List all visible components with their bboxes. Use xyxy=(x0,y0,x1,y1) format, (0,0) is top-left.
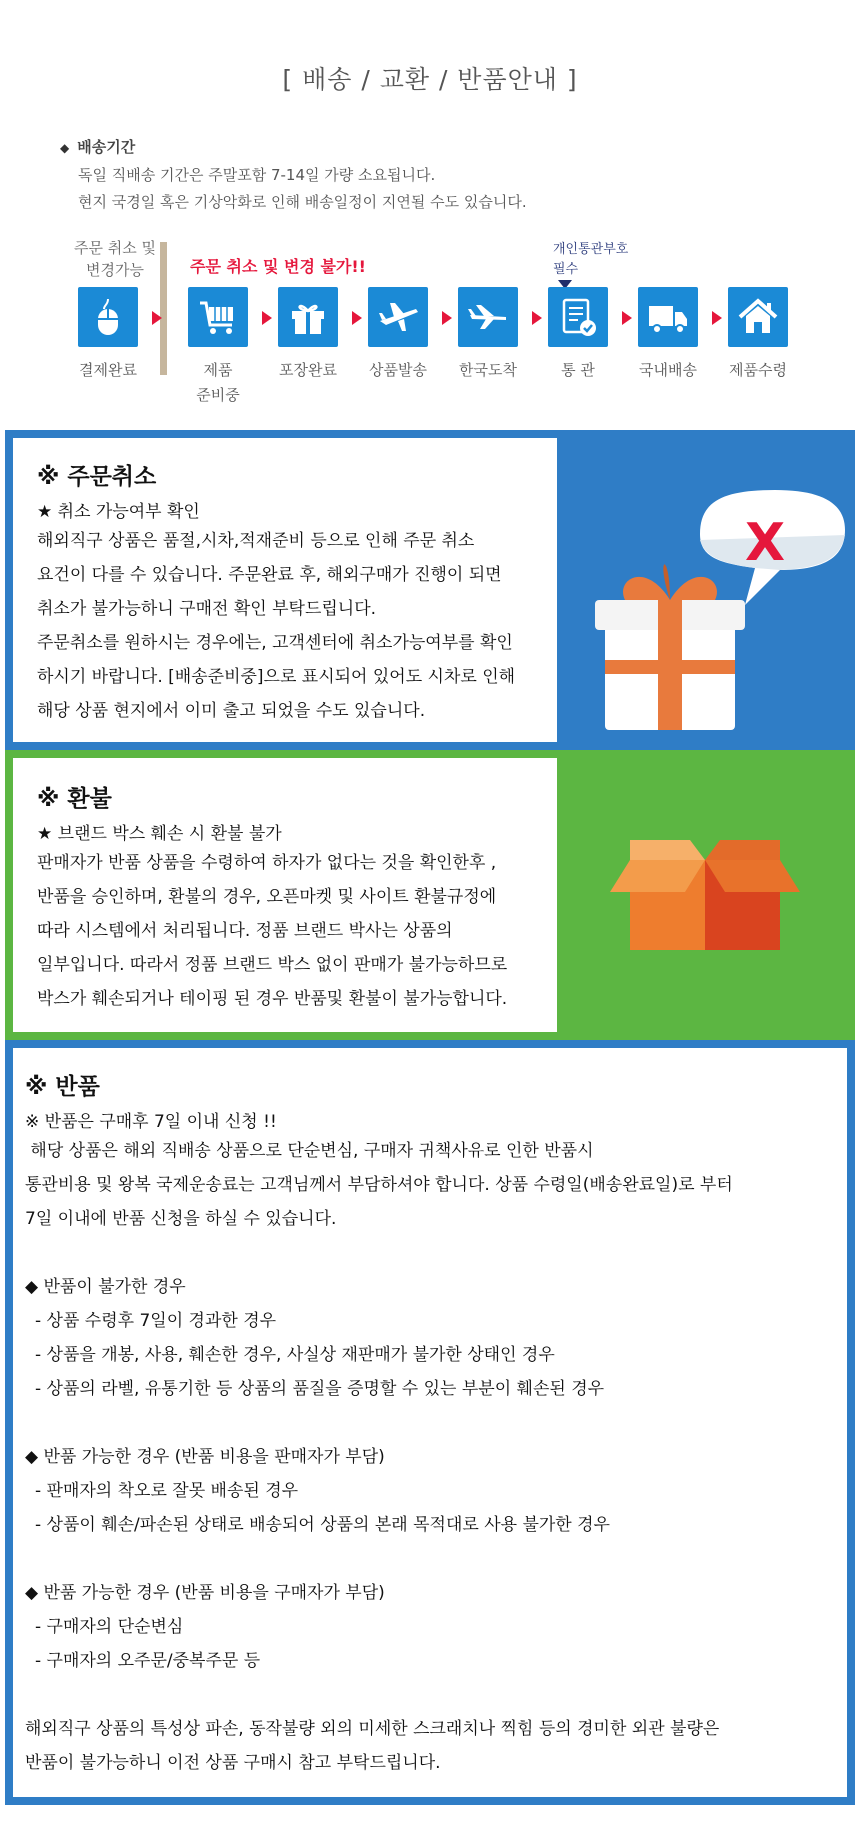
step-label: 상품발송 xyxy=(369,361,427,379)
returns-item: - 판매자의 착오로 잘못 배송된 경우 xyxy=(35,1481,299,1501)
flow-arrow-icon xyxy=(352,311,362,325)
shipping-period xyxy=(60,134,527,216)
cancel-line: 해외직구 상품은 품절,시차,적재준비 등으로 인해 주문 취소 xyxy=(37,531,475,551)
returns-group-title: ◆ 반품 가능한 경우 (반품 비용을 구매자가 부담) xyxy=(25,1583,385,1603)
refund-line: 일부입니다. 따라서 정품 브랜드 박스 없이 판매가 불가능하므로 xyxy=(37,955,508,975)
no-change-notice: 주문 취소 및 변경 불가!! xyxy=(190,257,366,276)
step-label: 결제완료 xyxy=(79,361,137,379)
step-label: 국내배송 xyxy=(639,361,697,379)
refund-line: 박스가 훼손되거나 테이핑 된 경우 반품및 환불이 불가능합니다. xyxy=(37,989,508,1009)
step-label: 통 관 xyxy=(561,361,595,379)
document-check-icon xyxy=(556,295,600,339)
returns-section xyxy=(5,1040,855,1805)
returns-item: - 상품이 훼손/파손된 상태로 배송되어 상품의 본래 목적대로 사용 불가한 경우 xyxy=(35,1515,610,1535)
step-payment xyxy=(78,287,138,347)
cancel-line: 요건이 다를 수 있습니다. 주문완료 후, 해외구매가 진행이 되면 xyxy=(37,565,502,585)
returns-item: - 구매자의 단순변심 xyxy=(35,1617,184,1637)
cancel-divider xyxy=(160,242,167,375)
returns-intro-line: 통관비용 및 왕복 국제운송료는 고객님께서 부담하셔야 합니다. 상품 수령일(배송완료일)로 부터 xyxy=(25,1175,733,1195)
returns-item: - 상품의 라벨, 유통기한 등 상품의 품질을 증명할 수 있는 부분이 훼손된 경우 xyxy=(35,1379,605,1399)
step-domestic-delivery xyxy=(638,287,698,347)
cancel-line: 주문취소를 원하시는 경우에는, 고객센터에 취소가능여부를 확인 xyxy=(37,633,513,653)
cancel-heading: ※ 주문취소 xyxy=(37,464,157,490)
step-received xyxy=(728,287,788,347)
returns-text-panel xyxy=(13,1048,847,1797)
step-preparing xyxy=(188,287,248,347)
airplane-icon xyxy=(376,295,420,339)
flow-arrow-icon xyxy=(152,311,162,325)
shipping-period-line: 현지 국경일 혹은 기상악화로 인해 배송일정이 지연될 수도 있습니다. xyxy=(78,193,527,211)
step-packed xyxy=(278,287,338,347)
flow-arrow-icon xyxy=(712,311,722,325)
step-label: 제품수령 xyxy=(729,361,787,379)
returns-outro-line: 해외직구 상품의 특성상 파손, 동작불량 외의 미세한 스크래치나 찍힘 등의 경미한 외관 불량은 xyxy=(25,1719,720,1739)
returns-group-title: ◆ 반품이 불가한 경우 xyxy=(25,1277,186,1297)
flow-arrow-icon xyxy=(622,311,632,325)
refund-line: 따라 시스템에서 처리됩니다. 정품 브랜드 박사는 상품의 xyxy=(37,921,453,941)
cancel-line: 해당 상품 현지에서 이미 출고 되었을 수도 있습니다. xyxy=(37,701,426,721)
home-icon xyxy=(736,295,780,339)
refund-line: 판매자가 반품 상품을 수령하여 하자가 없다는 것을 확인한후 , xyxy=(37,853,497,873)
returns-intro-line: 7일 이내에 반품 신청을 하실 수 있습니다. xyxy=(25,1209,337,1229)
truck-icon xyxy=(646,295,690,339)
returns-item: - 구매자의 오주문/중복주문 등 xyxy=(35,1651,261,1671)
returns-item: - 상품을 개봉, 사용, 훼손한 경우, 사실상 재판매가 불가한 상태인 경우 xyxy=(35,1345,555,1365)
returns-item: - 상품 수령후 7일이 경과한 경우 xyxy=(35,1311,277,1331)
step-shipped xyxy=(368,287,428,347)
cancel-subheading: ★ 취소 가능여부 확인 xyxy=(37,502,200,522)
cancel-line: 하시기 바랍니다. [배송준비중]으로 표시되어 있어도 시차로 인해 xyxy=(37,667,516,687)
diamond-bullet-icon: ◆ xyxy=(60,141,70,155)
flow-arrow-icon xyxy=(532,311,542,325)
refund-subheading: ★ 브랜드 박스 훼손 시 환불 불가 xyxy=(37,824,282,844)
cancel-possible-note: 주문 취소 및 변경가능 xyxy=(74,239,156,279)
box-illustration-icon xyxy=(610,840,800,960)
refund-heading: ※ 환불 xyxy=(37,786,112,812)
step-arrived-korea xyxy=(458,287,518,347)
step-label: 한국도착 xyxy=(459,361,517,379)
cancel-section xyxy=(5,430,855,750)
shipping-period-line: 독일 직배송 기간은 주말포함 7-14일 가량 소요됩니다. xyxy=(78,166,436,184)
bubble-mark: X xyxy=(744,513,786,573)
returns-intro-line: 해당 상품은 해외 직배송 상품으로 단순변심, 구매자 귀책사유로 인한 반품시 xyxy=(25,1141,594,1161)
cancel-text-panel xyxy=(13,438,557,742)
refund-section xyxy=(5,750,855,1040)
shipping-period-heading: 배송기간 xyxy=(77,138,136,156)
step-customs xyxy=(548,287,608,347)
cart-icon xyxy=(196,295,240,339)
gift-cancel-illustration-icon xyxy=(595,460,845,730)
customs-code-note: 개인통관부호 필수 xyxy=(553,242,629,277)
returns-group-title: ◆ 반품 가능한 경우 (반품 비용을 판매자가 부담) xyxy=(25,1447,385,1467)
flow-arrow-icon xyxy=(262,311,272,325)
flow-arrow-icon xyxy=(442,311,452,325)
airplane-landing-icon xyxy=(466,295,510,339)
page-title: [ 배송 / 교환 / 반품안내 ] xyxy=(282,65,578,94)
mouse-icon xyxy=(86,295,130,339)
returns-heading: ※ 반품 xyxy=(25,1074,100,1100)
gift-icon xyxy=(286,295,330,339)
returns-outro-line: 반품이 불가능하니 이전 상품 구매시 참고 부탁드립니다. xyxy=(25,1753,441,1773)
returns-subheading: ※ 반품은 구매후 7일 이내 신청 !! xyxy=(25,1112,277,1132)
refund-text-panel xyxy=(13,758,557,1032)
cancel-line: 취소가 불가능하니 구매전 확인 부탁드립니다. xyxy=(37,599,377,619)
step-label: 제품 준비중 xyxy=(196,361,240,404)
refund-line: 반품을 승인하며, 환불의 경우, 오픈마켓 및 사이트 환불규정에 xyxy=(37,887,497,907)
step-label: 포장완료 xyxy=(279,361,337,379)
